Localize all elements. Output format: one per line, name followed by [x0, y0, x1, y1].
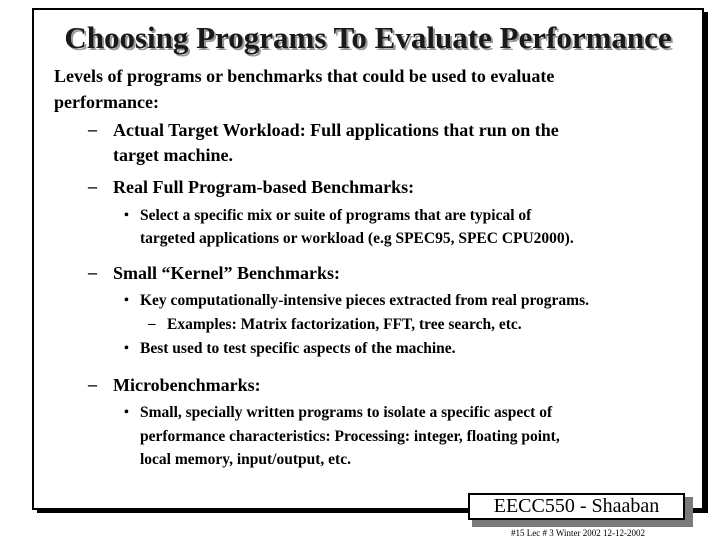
dash-marker-4: – — [88, 374, 97, 394]
item-actual-workload-line-2: target machine. — [113, 145, 233, 165]
bullet-marker-3-1: • — [124, 293, 129, 308]
item-microbenchmarks-sub-line-3: local memory, input/output, etc. — [140, 451, 351, 468]
dash-marker-3-1-1: – — [148, 316, 156, 332]
item-microbenchmarks-sub-line-1: Small, specially written programs to isolate a specific aspect of — [140, 404, 553, 421]
item-microbenchmarks-sub-line-2: performance characteristics: Processing: integer, floating point, — [140, 428, 560, 445]
slide-title: Choosing Programs To Evaluate Performance — [64, 20, 672, 55]
bullet-marker-2-1: • — [124, 208, 129, 223]
course-badge: EECC550 - Shaaban — [468, 493, 685, 520]
item-kernel-sub-2: Best used to test specific aspects of the machine. — [140, 340, 456, 357]
item-microbenchmarks: Microbenchmarks: — [113, 375, 261, 395]
item-kernel-sub-1: Key computationally-intensive pieces extracted from real programs. — [140, 292, 589, 309]
item-real-benchmarks-sub-line-1: Select a specific mix or suite of programs that are typical of — [140, 207, 532, 224]
intro-line-1: Levels of programs or benchmarks that could be used to evaluate — [54, 66, 555, 86]
intro-line-2: performance: — [54, 92, 159, 112]
dash-marker-1: – — [88, 119, 97, 139]
item-kernel-benchmarks: Small “Kernel” Benchmarks: — [113, 263, 340, 283]
item-real-benchmarks: Real Full Program-based Benchmarks: — [113, 177, 415, 197]
item-kernel-sub-1-sub: Examples: Matrix factorization, FFT, tree search, etc. — [167, 316, 522, 333]
item-actual-workload-line-1: Actual Target Workload: Full applications that run on the — [113, 120, 559, 140]
item-real-benchmarks-sub-line-2: targeted applications or workload (e.g SPEC95, SPEC CPU2000). — [140, 230, 574, 247]
bullet-marker-4-1: • — [124, 405, 129, 420]
dash-marker-3: – — [88, 262, 97, 282]
dash-marker-2: – — [88, 176, 97, 196]
lecture-footer: #15 Lec # 3 Winter 2002 12-12-2002 — [511, 528, 645, 538]
bullet-marker-3-2: • — [124, 341, 129, 356]
